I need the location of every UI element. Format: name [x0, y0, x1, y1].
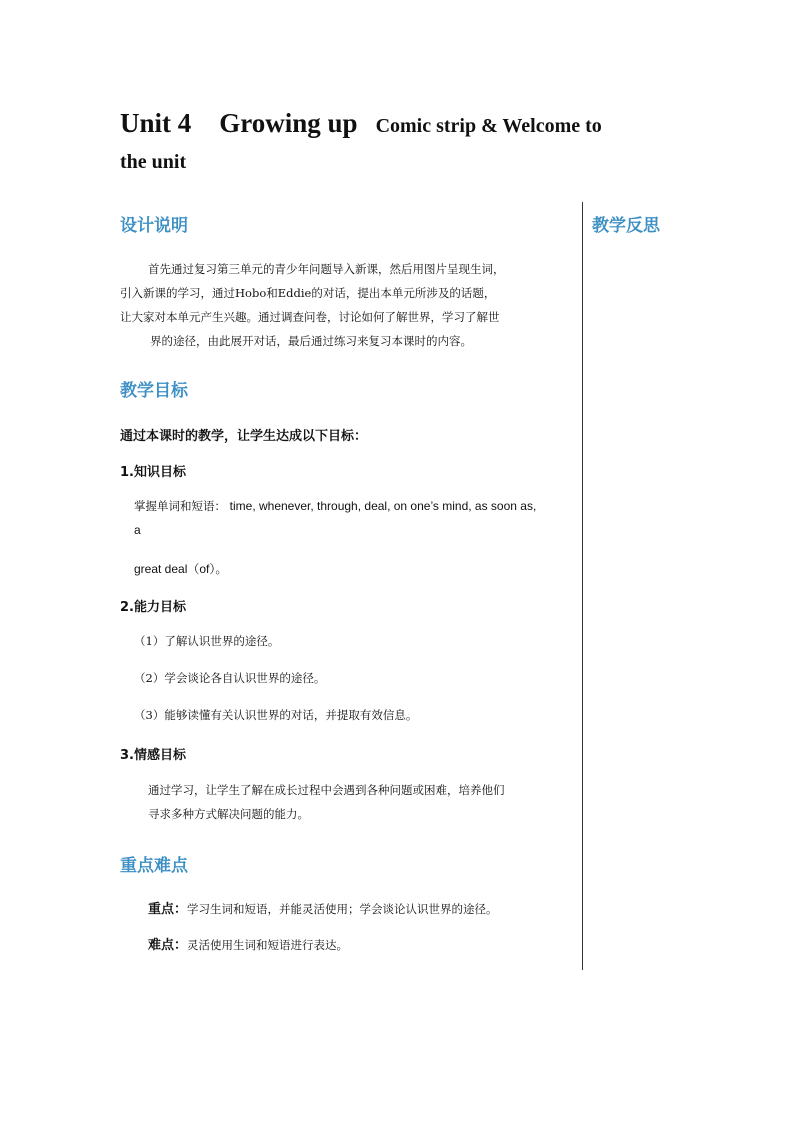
- subtitle: Comic strip & Welcome to: [375, 115, 602, 137]
- emotion-heading: 3.情感目标: [120, 748, 186, 763]
- ability-heading: 2.能力目标: [120, 600, 186, 615]
- knowledge-heading: 1.知识目标: [120, 465, 186, 480]
- title-block: [120, 108, 680, 174]
- ability-item: （1）了解认识世界的途径。: [134, 634, 280, 648]
- difficult-text: 灵活使用生词和短语进行表达。: [187, 938, 349, 952]
- design-heading: 设计说明: [120, 216, 188, 236]
- topic-title: Growing up: [219, 108, 358, 138]
- column-divider: [582, 202, 583, 970]
- knowledge-label: 掌握单词和短语：: [134, 499, 226, 513]
- knowledge-words: time, whenever, through, deal, on one’s mind, as soon as,: [229, 499, 537, 513]
- keypoints-heading: 重点难点: [120, 856, 188, 876]
- key-point: [148, 898, 498, 917]
- ability-item: （2）学会谈论各自认识世界的途径。: [134, 671, 326, 685]
- design-paragraph: [120, 257, 578, 353]
- emotion-line: 通过学习，让学生了解在成长过程中会遇到各种问题或困难，培养他们: [148, 783, 505, 797]
- emotion-line: 寻求多种方式解决问题的能力。: [148, 807, 309, 821]
- knowledge-line2: a: [134, 523, 141, 537]
- design-line: 界的途径，由此展开对话，最后通过练习来复习本课时的内容。: [150, 334, 472, 348]
- subtitle-continued: the unit: [120, 151, 187, 173]
- ability-item: （3）能够读懂有关认识世界的对话，并提取有效信息。: [134, 708, 418, 722]
- knowledge-line: [134, 498, 536, 514]
- difficult-point: [148, 934, 348, 953]
- difficult-label: 难点：: [148, 938, 188, 953]
- knowledge-line3: great deal（of）。: [134, 562, 228, 576]
- key-text: 学习生词和短语，并能灵活使用；学会谈论认识世界的途径。: [187, 902, 498, 916]
- objectives-intro: 通过本课时的教学，让学生达成以下目标：: [120, 429, 368, 444]
- design-line: 让大家对本单元产生兴趣。通过调查问卷，讨论如何了解世界，学习了解世: [120, 310, 500, 324]
- key-label: 重点：: [148, 902, 188, 917]
- design-line: 首先通过复习第三单元的青少年问题导入新课，然后用图片呈现生词，: [148, 262, 505, 276]
- objectives-heading: 教学目标: [120, 381, 188, 401]
- unit-title: Unit 4: [120, 108, 192, 138]
- title-line: [120, 108, 680, 139]
- reflection-heading: 教学反思: [592, 216, 660, 236]
- design-line: 引入新课的学习，通过Hobo和Eddie的对话，提出本单元所涉及的话题，: [120, 286, 496, 300]
